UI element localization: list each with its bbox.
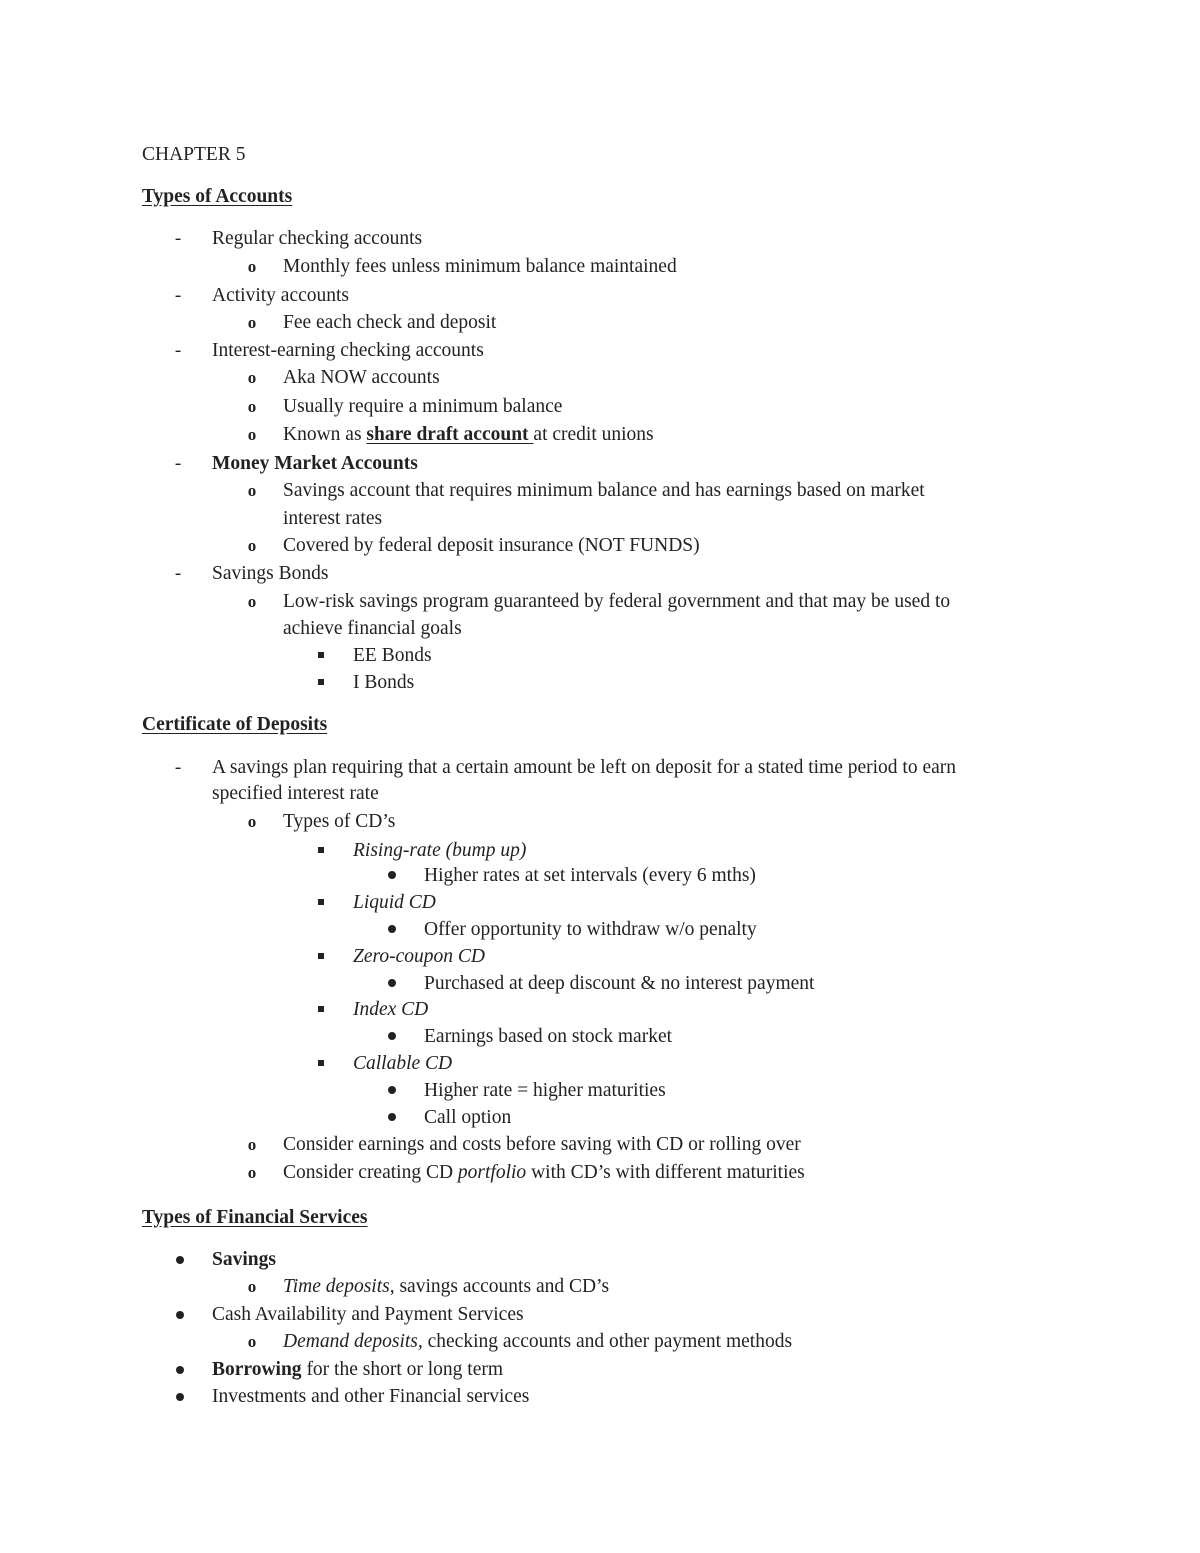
round-bullet [176, 1366, 184, 1374]
list-item: Usually require a minimum balance [283, 396, 563, 417]
round-bullet [388, 871, 396, 879]
list-item: Index CD [353, 999, 429, 1020]
list-item: Zero-coupon CD [353, 946, 485, 967]
list-item: Low-risk savings program guaranteed by federal government and that may be used to [283, 591, 951, 612]
list-item: A savings plan requiring that a certain amount be left on deposit for a stated time period to earn [212, 757, 957, 778]
circle-bullet: o [247, 536, 257, 555]
round-bullet [388, 979, 396, 987]
text-run: , savings accounts and CD’s [389, 1276, 610, 1297]
dash-bullet: - [174, 563, 182, 584]
round-bullet [388, 1113, 396, 1121]
circle-bullet: o [247, 481, 257, 500]
text-run: for the short or long term [301, 1359, 504, 1380]
text-run: at credit unions [533, 424, 654, 445]
list-item [212, 1358, 503, 1382]
circle-bullet: o [247, 313, 257, 332]
list-item: Earnings based on stock market [424, 1026, 673, 1047]
list-item [283, 1161, 805, 1185]
square-bullet [318, 1060, 324, 1066]
circle-bullet: o [247, 592, 257, 611]
dash-bullet: - [174, 453, 182, 474]
text-run: with CD’s with different maturities [526, 1162, 805, 1183]
list-item: I Bonds [353, 672, 415, 693]
round-bullet [388, 1032, 396, 1040]
dash-bullet: - [174, 228, 182, 249]
list-item: Liquid CD [353, 892, 436, 913]
round-bullet [176, 1311, 184, 1319]
list-item [283, 1275, 609, 1299]
list-item-continuation: interest rates [283, 508, 383, 529]
text-run: Known as [283, 424, 367, 445]
square-bullet [318, 1006, 324, 1012]
square-bullet [318, 652, 324, 658]
emphasis-term: Borrowing [212, 1359, 302, 1380]
list-item: Higher rates at set intervals (every 6 mths) [424, 865, 756, 886]
round-bullet [388, 1086, 396, 1094]
round-bullet [388, 925, 396, 933]
square-bullet [318, 899, 324, 905]
round-bullet [176, 1393, 184, 1401]
emphasis-term: share draft account [366, 424, 534, 445]
list-item: EE Bonds [353, 645, 432, 666]
list-item: Money Market Accounts [212, 453, 418, 474]
list-item: Monthly fees unless minimum balance maintained [283, 256, 677, 277]
circle-bullet: o [247, 368, 257, 387]
section-heading-services: Types of Financial Services [142, 1207, 368, 1228]
list-item: Cash Availability and Payment Services [212, 1304, 524, 1325]
emphasis-term: Demand deposits, [283, 1331, 423, 1352]
list-item [283, 423, 654, 447]
circle-bullet: o [247, 812, 257, 831]
list-item: Investments and other Financial services [212, 1386, 530, 1407]
list-item: Savings account that requires minimum balance and has earnings based on market [283, 480, 925, 501]
circle-bullet: o [247, 1163, 257, 1182]
circle-bullet: o [247, 425, 257, 444]
circle-bullet: o [247, 257, 257, 276]
list-item: Covered by federal deposit insurance (NOT FUNDS) [283, 535, 700, 556]
round-bullet [176, 1256, 184, 1264]
list-item: Call option [424, 1107, 512, 1128]
list-item: Activity accounts [212, 285, 350, 306]
list-item: Savings Bonds [212, 563, 329, 584]
list-item: Regular checking accounts [212, 228, 423, 249]
section-heading-accounts: Types of Accounts [142, 186, 293, 207]
list-item: Types of CD’s [283, 811, 396, 832]
chapter-title: CHAPTER 5 [142, 144, 246, 165]
list-item: Offer opportunity to withdraw w/o penalty [424, 919, 757, 940]
list-item-continuation: achieve financial goals [283, 618, 462, 639]
list-item: Purchased at deep discount & no interest payment [424, 973, 815, 994]
square-bullet [318, 847, 324, 853]
circle-bullet: o [247, 1332, 257, 1351]
list-item: Callable CD [353, 1053, 453, 1074]
text-run: Consider creating CD [283, 1162, 458, 1183]
list-item [283, 1330, 792, 1354]
emphasis-term: portfolio [457, 1162, 527, 1183]
square-bullet [318, 679, 324, 685]
dash-bullet: - [174, 285, 182, 306]
dash-bullet: - [174, 340, 182, 361]
list-item: Higher rate = higher maturities [424, 1080, 666, 1101]
dash-bullet: - [174, 757, 182, 778]
list-item: Aka NOW accounts [283, 367, 440, 388]
circle-bullet: o [247, 1135, 257, 1154]
square-bullet [318, 953, 324, 959]
list-item: Savings [212, 1249, 276, 1270]
emphasis-term: Time deposits [283, 1276, 390, 1297]
text-run: checking accounts and other payment methods [422, 1331, 793, 1352]
list-item: Interest-earning checking accounts [212, 340, 484, 361]
list-item: Rising-rate (bump up) [353, 840, 527, 861]
list-item: Consider earnings and costs before saving with CD or rolling over [283, 1134, 801, 1155]
list-item-continuation: specified interest rate [212, 783, 379, 804]
list-item: Fee each check and deposit [283, 312, 497, 333]
circle-bullet: o [247, 1277, 257, 1296]
section-heading-cd: Certificate of Deposits [142, 714, 328, 735]
circle-bullet: o [247, 397, 257, 416]
